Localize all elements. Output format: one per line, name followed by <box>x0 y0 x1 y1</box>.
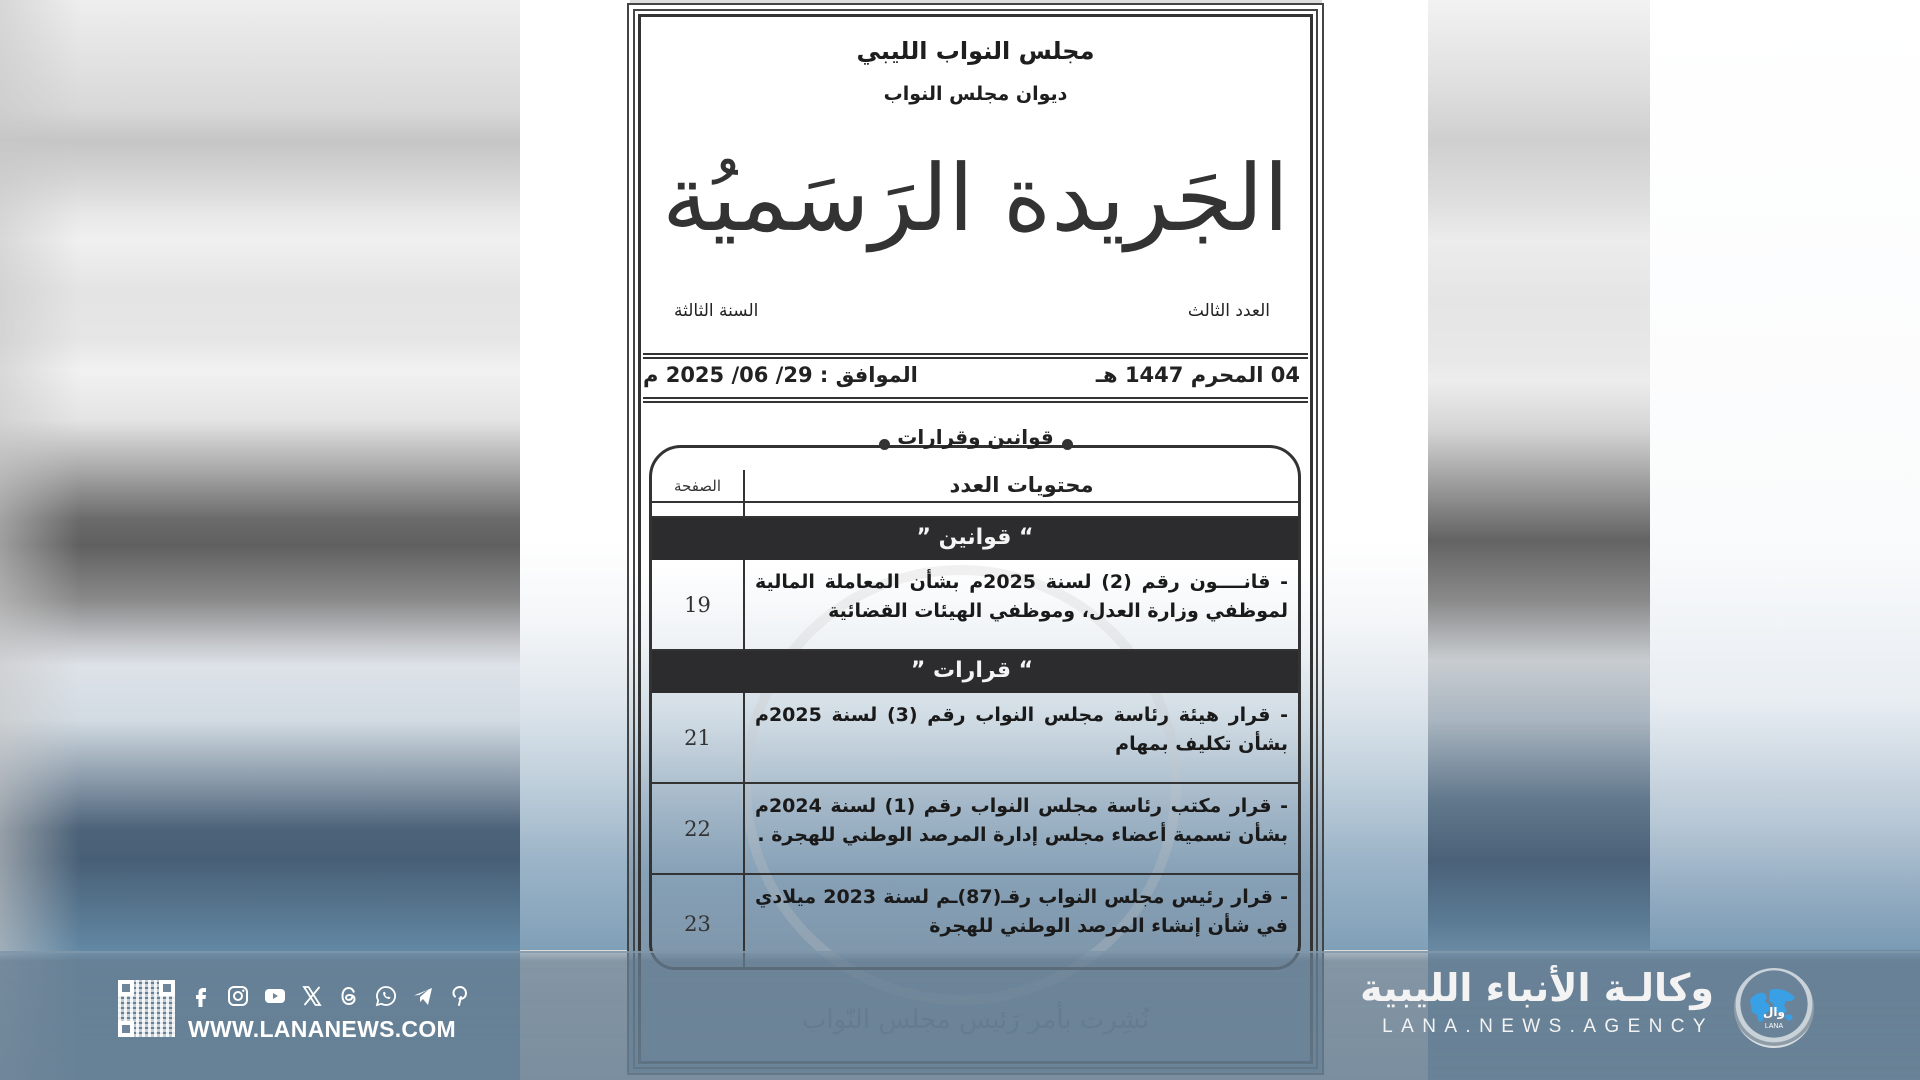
brand-name-arabic: وكالـة الأنباء الليبية <box>1360 966 1714 1010</box>
svg-text:LANA: LANA <box>1764 1023 1784 1030</box>
background-fade <box>0 0 80 1080</box>
svg-text:وال: وال <box>1763 1005 1785 1019</box>
telegram-icon[interactable] <box>410 982 436 1010</box>
double-rule-bottom <box>643 397 1308 403</box>
x-icon[interactable] <box>299 982 325 1010</box>
qr-finder <box>122 984 130 992</box>
qr-finder <box>163 984 171 992</box>
issue-number: العدد الثالث <box>1187 301 1270 321</box>
brand-name-english: LANA.NEWS.AGENCY <box>1382 1016 1714 1037</box>
contents-row[interactable] <box>652 784 1298 875</box>
social-icons-row <box>188 980 473 1012</box>
parliament-office: ديوان مجلس النواب <box>883 83 1068 105</box>
website-link[interactable]: WWW.LANANEWS.COM <box>188 1016 456 1042</box>
spacer-cell <box>745 503 1298 518</box>
section-title: قوانين وقرارات <box>897 425 1054 449</box>
section-title-dot-right <box>1062 439 1073 450</box>
contents-item-text: - قرار هيئة رئاسة مجلس النواب رقم (3) لسنة 2025م بشأن تكليف بمهام <box>745 693 1298 784</box>
qr-code[interactable] <box>118 980 175 1037</box>
gazette-title: الجَريدة الرَسَميُة <box>662 145 1289 252</box>
contents-item-page: 19 <box>652 560 745 651</box>
contents-item-page: 21 <box>652 693 745 784</box>
contents-table <box>649 445 1301 970</box>
contents-item-text: - قرار رئيس مجلس النواب رقـ(87)ـم لسنة 2023 ميلادي في شأن إنشاء المرصد الوطني للهجرة <box>755 886 1288 937</box>
qr-finder <box>122 1025 130 1033</box>
hijri-date: 04 المحرم 1447 هـ <box>1095 363 1300 387</box>
contents-item-text: - قرار مكتب رئاسة مجلس النواب رقم (1) لسنة 2024م بشأن تسمية أعضاء مجلس إدارة المرصد الوطني للهجرة . <box>745 784 1298 875</box>
parliament-name: مجلس النواب الليبي <box>856 37 1095 65</box>
laws-section-band: “ قوانين ” <box>652 518 1298 560</box>
background-white-strip-left <box>520 0 630 950</box>
background-light-right <box>1650 0 1920 950</box>
contents-item-text: - قانــــون رقم (2) لسنة 2025م بشأن المعاملة المالية لموظفي وزارة العدل، وموظفي الهيئات القضائية <box>745 560 1298 651</box>
contents-row[interactable] <box>652 693 1298 784</box>
double-rule-top <box>643 353 1308 359</box>
gregorian-date: الموافق : 29/ 06/ 2025 م <box>643 363 918 387</box>
decisions-section-band: “ قرارات ” <box>649 651 1298 693</box>
page-column-header: الصفحة <box>652 470 745 503</box>
threads-icon[interactable] <box>336 982 362 1010</box>
lana-globe-logo-icon <box>1734 968 1814 1048</box>
contents-title: محتويات العدد <box>745 470 1298 503</box>
pinterest-icon[interactable] <box>447 982 473 1010</box>
instagram-icon[interactable] <box>225 982 251 1010</box>
contents-spacer-row <box>652 503 1298 518</box>
section-title-wrap <box>629 425 1322 455</box>
youtube-icon[interactable] <box>262 982 288 1010</box>
contents-item-page: 22 <box>652 784 745 875</box>
year-number: السنة الثالثة <box>674 301 759 321</box>
contents-item-page: 23 <box>652 875 745 970</box>
whatsapp-icon[interactable] <box>373 982 399 1010</box>
contents-header-row <box>652 470 1298 503</box>
facebook-icon[interactable] <box>188 982 214 1010</box>
background-white-strip-right <box>1322 0 1428 950</box>
spacer-page-cell <box>652 503 745 518</box>
gazette-page <box>627 3 1324 1075</box>
contents-row[interactable] <box>652 560 1298 651</box>
